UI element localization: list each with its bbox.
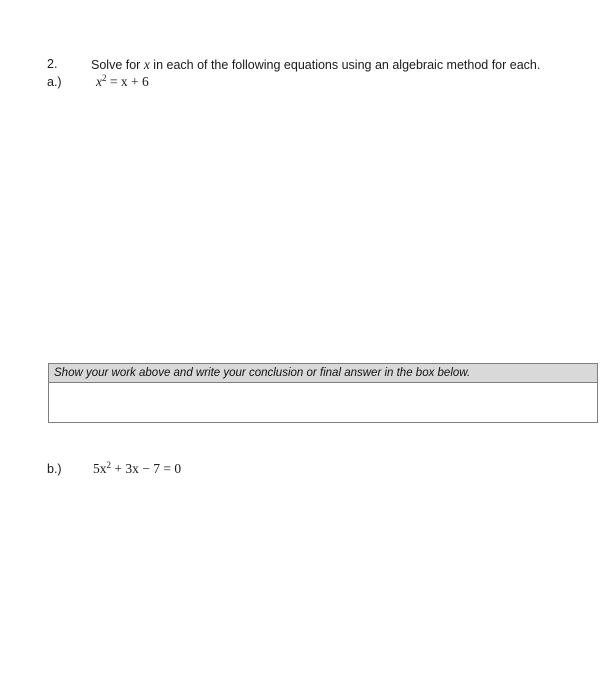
part-b-equation-base: 5x [93, 461, 107, 476]
part-a-equation [96, 74, 149, 90]
part-b-label: b.) [47, 462, 62, 476]
answer-input-area[interactable] [49, 383, 597, 422]
answer-box-instruction: Show your work above and write your conclusion or final answer in the box below. [49, 364, 597, 383]
part-b-equation [93, 461, 181, 477]
part-a-label: a.) [47, 75, 62, 89]
question-prompt [91, 57, 540, 73]
part-a-equation-rest: = x + 6 [106, 74, 149, 89]
question-number: 2. [47, 57, 58, 71]
part-a-equation-exponent: 2 [102, 73, 107, 83]
part-b-equation-exponent: 2 [106, 460, 111, 470]
prompt-text-start: Solve for [91, 58, 144, 72]
answer-box [48, 363, 598, 423]
part-b-equation-rest: + 3x − 7 = 0 [111, 461, 182, 476]
part-a-equation-base: x [96, 74, 102, 89]
prompt-text-end: in each of the following equations using an algebraic method for each. [149, 58, 541, 72]
prompt-variable: x [143, 57, 150, 72]
